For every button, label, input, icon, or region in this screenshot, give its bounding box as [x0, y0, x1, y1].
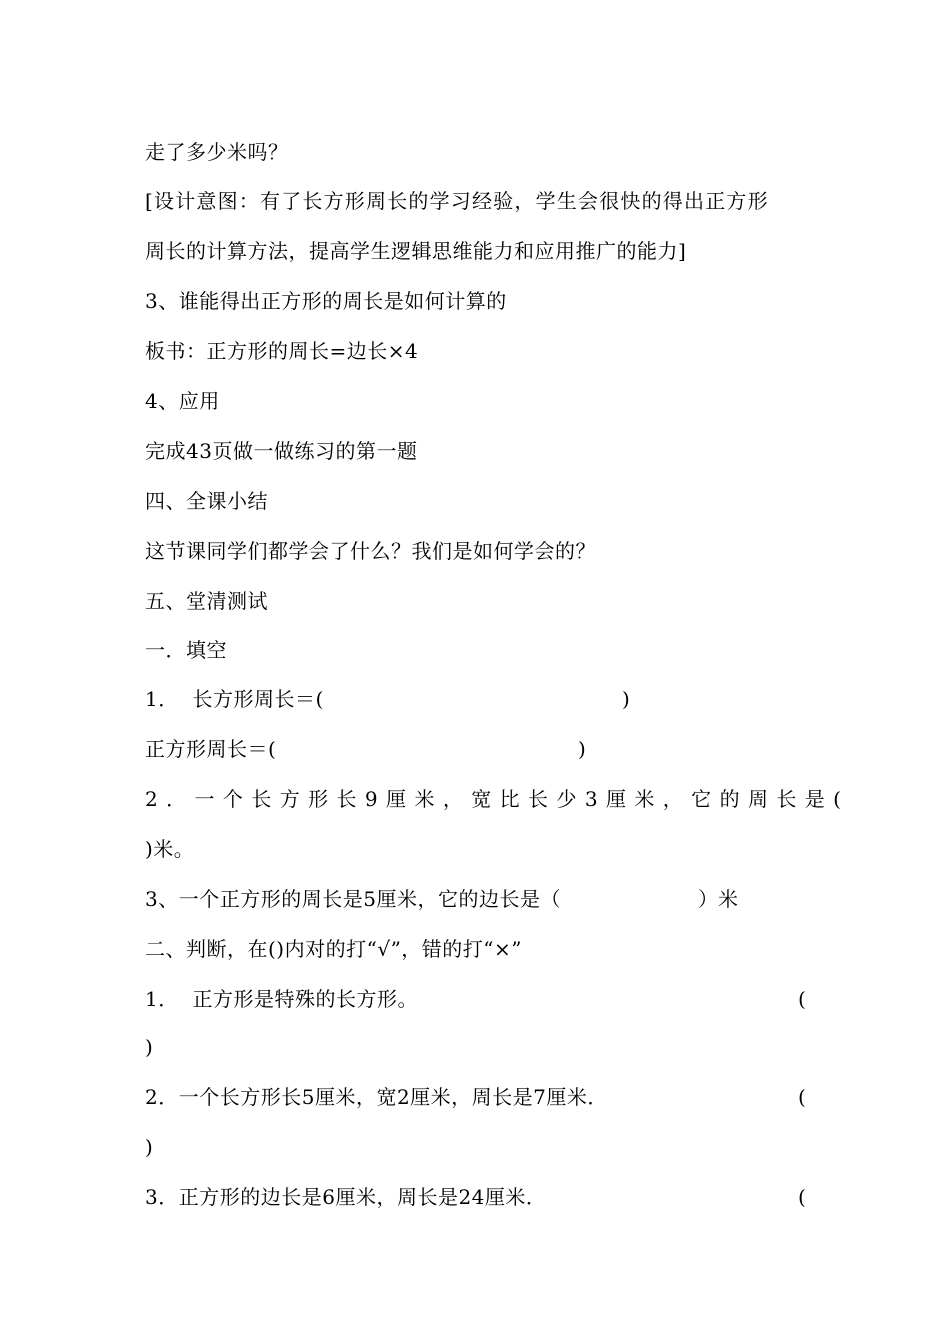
text-line: 3、谁能得出正方形的周长是如何计算的: [145, 289, 507, 313]
blackboard-formula: 板书：正方形的周长=边长×4: [145, 339, 419, 363]
answer-close-paren: ): [145, 1135, 154, 1159]
section-heading: 四、全课小结: [145, 489, 268, 513]
judge-question-2: 2．一个长方形长5厘米，宽2厘米，周长是7厘米．: [145, 1085, 608, 1109]
answer-close-paren: ): [145, 1035, 154, 1059]
text-line: 这节课同学们都学会了什么？我们是如何学会的？: [145, 539, 596, 563]
section-heading: 五、堂清测试: [145, 589, 268, 613]
subsection-heading: 一．填空: [145, 638, 227, 662]
fill-in-question-1a: 1． 长方形周长＝(: [145, 687, 324, 711]
blank-close-paren: ): [622, 687, 630, 711]
text-line: 完成43页做一做练习的第一题: [145, 439, 418, 463]
fill-in-question-1b: 正方形周长＝(: [145, 737, 277, 761]
design-intent-line-1: [设计意图：有了长方形周长的学习经验，学生会很快的得出正方形: [145, 189, 769, 213]
text-line: 走了多少米吗？: [145, 140, 289, 164]
judge-question-3: 3．正方形的边长是6厘米，周长是24厘米．: [145, 1185, 547, 1209]
subsection-heading: 二、判断，在()内对的打“√”，错的打“×”: [145, 937, 523, 961]
answer-open-paren: (: [798, 987, 806, 1011]
blank-close-paren: ）米: [698, 887, 738, 911]
section-heading: 4、应用: [145, 389, 220, 413]
fill-in-question-2-cont: )米。: [145, 837, 195, 861]
judge-question-1: 1． 正方形是特殊的长方形。: [145, 987, 418, 1011]
design-intent-line-2: 周长的计算方法，提高学生逻辑思维能力和应用推广的能力]: [145, 239, 687, 263]
blank-close-paren: ): [578, 737, 586, 761]
fill-in-question-2: 2．一个长方形长9厘米，宽比长少3厘米，它的周长是(: [145, 787, 850, 811]
answer-open-paren: (: [798, 1185, 806, 1209]
answer-open-paren: (: [798, 1085, 806, 1109]
fill-in-question-3: 3、一个正方形的周长是5厘米，它的边长是（: [145, 887, 561, 911]
